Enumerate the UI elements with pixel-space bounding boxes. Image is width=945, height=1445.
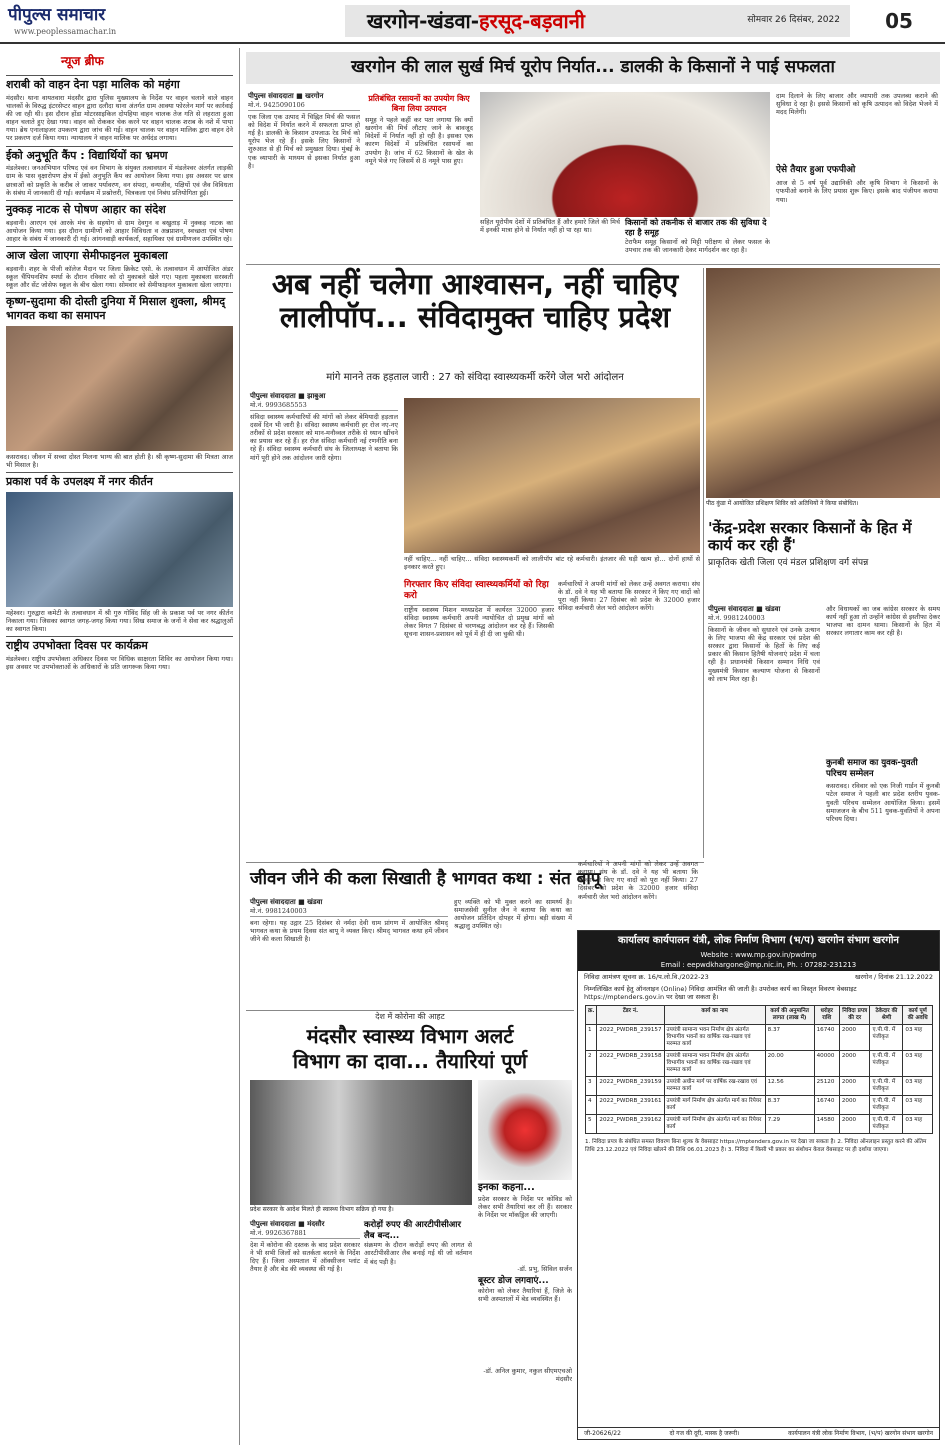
brief-title[interactable]: राष्ट्रीय उपभोक्ता दिवस पर कार्यक्रम <box>6 636 233 653</box>
table-cell: 03 माह <box>903 1051 933 1077</box>
col-header: कार्य पूर्ण की अवधि <box>903 1006 933 1025</box>
table-cell: 2000 <box>839 1115 870 1134</box>
tender-footer-code: जी-20626/22 <box>584 1429 621 1437</box>
tender-email[interactable]: Email : eepwdkhargone@mp.nic.in, Ph. : 07282-231213 <box>578 960 939 971</box>
story-bhagwat-col1 <box>250 898 448 1008</box>
table-cell: उपयंत्री अधीन मार्ग पर वार्षिक रख-रखाव एवं मरम्मत कार्य <box>664 1077 765 1096</box>
story-samvida-col2 <box>404 580 554 860</box>
tender-footer <box>578 1427 939 1440</box>
story-body: कर्मचारियों ने अपनी मांगों को लेकर उन्हें अवगत कराया। संघ के डॉ. दवे ने यह भी बताया कि सरकार ने किए गए वादों को पूरा नहीं किया। 27 दिसंबर को प्रदेश के 32000 हजार संविदा कर्मचारी जेल भरो आंदोलन करेंगे। <box>578 860 698 901</box>
story-corona-header <box>250 1024 570 1074</box>
table-cell: 16740 <box>814 1025 839 1051</box>
kisan-body: टेराफैम समूह किसानों को मिट्टी परीक्षण से लेकर फसल के उपचार तक की जानकारी देकर मार्गदर्शन कर रहा है। <box>625 238 770 255</box>
table-cell: 40000 <box>814 1051 839 1077</box>
edition-name-b: हरसूद-बड़वानी <box>479 8 585 33</box>
chili-drying-photo <box>480 92 770 217</box>
col-header: कार्य की अनुमानित लागत (लाख में) <box>765 1006 814 1025</box>
col-header: ठेकेदार की श्रेणी <box>870 1006 903 1025</box>
story-kisan-deck: प्राकृतिक खेती जिला एवं मंडल प्रशिक्षण वर्ग संपन्न <box>708 557 869 568</box>
katha-photo <box>6 326 233 451</box>
table-row <box>586 1051 933 1077</box>
story-samvida-col1 <box>250 392 398 862</box>
fpo-head: ऐसे तैयार हुआ एफपीओ <box>776 165 856 175</box>
tender-notice-no: निविदा आमंत्रण सूचना क्र. 16/प.लो.वि./2022-23 <box>584 973 709 981</box>
table-cell: ए.पी.पी. में पंजीकृत <box>870 1051 903 1077</box>
tender-title: कार्यालय कार्यपालन यंत्री, लोक निर्माण विभाग (भ/प) खरगोन संभाग खरगोन <box>578 931 939 950</box>
story-body: देश में कोरोना की दस्तक के बाद प्रदेश सरकार ने भी सभी जिलों को सतर्कता बरतने के निर्देश दिए हैं। जिला अस्पताल में ऑक्सीजन प्लांट तैयार है और बेड की व्यवस्था की गई है। <box>250 1240 360 1274</box>
table-cell: ए.पी.पी. में पंजीकृत <box>870 1077 903 1096</box>
table-cell: ए.पी.पी. में पंजीकृत <box>870 1025 903 1051</box>
brief-body: मंडलेश्वर। राष्ट्रीय उपभोक्ता अधिकार दिवस पर विधिक साक्षरता शिविर का आयोजन किया गया। इस अवसर पर उपभोक्ताओं के अधिकारों के प्रति जागरूक किया गया। <box>6 654 233 671</box>
story-chili-col3 <box>776 92 938 260</box>
story-corona-col2 <box>364 1220 472 1435</box>
byline-phone: मो.नं. 9926367881 <box>250 1229 360 1239</box>
page-number: 05 <box>885 8 913 33</box>
divider <box>703 268 704 858</box>
byline-phone: मो.नं. 9993685553 <box>250 401 398 411</box>
table-cell: 03 माह <box>903 1096 933 1115</box>
quote-body: प्रदेश सरकार के निर्देश पर कोविड को लेकर सभी तैयारियां कर ली हैं। सरकार के निर्देश पर मॉकड्रिल की जाएगी। <box>478 1194 572 1219</box>
story-corona-kicker: देश में कोरोना की आहट <box>375 1012 445 1021</box>
brief-title[interactable]: नुक्कड़ नाटक से पोषण आहार का संदेश <box>6 200 233 217</box>
tender-notice-date: खरगोन / दिनांक 21.12.2022 <box>855 973 933 981</box>
story-samvida-deck: मांगे मानने तक हड़ताल जारी : 27 को संविदा स्वास्थ्यकर्मी करेंगे जेल भरो आंदोलन <box>326 372 624 383</box>
news-brief-column <box>0 48 240 1445</box>
story-chili-col2 <box>365 92 473 237</box>
edition-date: सोमवार 26 दिसंबर, 2022 <box>747 15 840 26</box>
brief-item <box>6 636 233 671</box>
story-body: दाम दिलाने के लिए बाजार और व्यापारी तक उपलब्ध कराने की सुविधा दे रहा है। इससे किसानों को कृषि उत्पादन को विदेश भेजने में मदद मिलेगी। <box>776 92 938 117</box>
brief-body: मंदसौर। थाना वायतवारा मंदसौर द्वारा पुलिस मुख्यालय के निर्देश पर वाहन चलाने वाले वाहन चालकों के विरुद्ध इंटरसेप्टर वाहन द्वारा दलौदा थाना अंतर्गत ग्राम आक्या फोरलेन मार्ग पर कार्रवाई की जा रही थी। इस दौरान होंडा मोटरसाइकिल दोपहिया वाहन चालक तेज गति से लहराता हुआ वाहन चलाते हुए देखा गया। वाहन को रोककर चेक करने पर वाहन चालक शराब के नशे में पाया गया। ब्रेथ एनालाइजर उपकरण द्वारा जांच की गई। वाहन चालक पर वाहन मालिक द्वारा वाहन देने पर प्रकरण दर्ज किया गया। न्यायालय ने वाहन मालिक पर अर्थदंड लगाया। <box>6 93 233 143</box>
table-cell: 2000 <box>839 1077 870 1096</box>
story-chili-col1 <box>248 92 360 237</box>
table-cell: 2000 <box>839 1025 870 1051</box>
brief-title[interactable]: ईको अनुभूति कैंप : विद्यार्थियों का भ्रमण <box>6 146 233 163</box>
tender-footer-signature: कार्यपालन यंत्री लोक निर्माण विभाग, (भ/प) खरगोन संभाग खरगोन <box>788 1429 933 1437</box>
table-cell: 2022_PWDRB_239158 <box>597 1051 664 1077</box>
table-row <box>586 1025 933 1051</box>
story-body: राष्ट्रीय स्वास्थ्य मिशन मध्यप्रदेश में कार्यरत 32000 हजार संविदा स्वास्थ्य कर्मचारी अपनी न्यायोचित दो प्रमुख मांगों को लेकर विगत 7 दिसंबर से चरणबद्ध आंदोलन कर रहे हैं। जिसकी सूचना शासन-प्रशासन को पूर्व में ही दी जा चुकी थी। <box>404 605 554 638</box>
photo-caption: सहित यूरोपीय देशों में प्रतिबंधित हैं और हमारे जिले की मिर्च में इनकी मात्रा होने से निर्यात नहीं हो पा रहा था। <box>480 218 620 235</box>
brief-body: बड़वानी। आरएन एवं आरके मंच के सहयोग से ग्राम देवगुन व बखुताड़ में नुक्कड़ नाटक का आयोजन किया गया। इस दौरान ग्रामीणों को आहार विविधता व अन्नप्राशन, स्वच्छता एवं पोषण आहार के संबंध में जानकारी दी गई। आंगनवाड़ी कार्यकर्ता, सहायिका एवं ग्रामीणजन उपस्थित रहे। <box>6 218 233 243</box>
photo-caption: कसरावद। जीवन में सच्चा दोस्त मिलना भाग्य की बात होती है। श्री कृष्ण-सुदामा की मित्रता आज भी मिसाल है। <box>6 452 233 469</box>
brief-item <box>6 200 233 243</box>
table-cell: उपयंत्री सामान्य भवन निर्माण क्षेत्र अंतर्गत विभागीय भवनों का वार्षिक रख-रखाव एवं मरम्मत कार्य <box>664 1051 765 1077</box>
story-body: कसरावद। रविवार को एक निजी गार्डन में कुनबी पटेल समाज ने पहली बार प्रदेश स्तरीय युवक-युवती परिचय सम्मेलन आयोजित किया। इसमें समाजजन के बीच 511 युवक-युवतियों ने अपना परिचय दिया। <box>826 782 940 823</box>
virus-photo <box>478 1080 572 1180</box>
brief-title[interactable]: कृष्ण-सुदामा की दोस्ती दुनिया में मिसाल शुक्ला, श्रीमद् भागवत कथा का समापन <box>6 292 233 323</box>
table-cell: 2022_PWDRB_239162 <box>597 1115 664 1134</box>
table-cell: उपयंत्री मार्ग निर्माण क्षेत्र अंतर्गत मार्ग का रिपेयर कार्य <box>664 1096 765 1115</box>
brief-title[interactable]: प्रकाश पर्व के उपलक्ष्य में नगर कीर्तन <box>6 472 233 489</box>
tender-notice <box>577 930 940 1440</box>
site-url[interactable]: www.peoplessamachar.in <box>14 26 117 36</box>
table-cell: 03 माह <box>903 1025 933 1051</box>
divider <box>246 1010 574 1011</box>
quote-body: कोरोना को लेकर तैयारियां हैं, जिले के सभी अस्पतालों में बेड व्यवस्थित हैं। <box>478 1286 572 1303</box>
brief-body: महेश्वर। गुरुद्वारा कमेटी के तत्वावधान में श्री गुरु गोविंद सिंह जी के प्रकाश पर्व पर नगर कीर्तन निकाला गया। जिसका स्वागत जगह-जगह किया गया। सिख समाज के जनों ने सेवा कर श्रद्धालुओं का स्वागत किया। <box>6 608 233 633</box>
table-cell: उपयंत्री सामान्य भवन निर्माण क्षेत्र अंतर्गत विभागीय भवनों का वार्षिक रख-रखाव एवं मरम्मत कार्य <box>664 1025 765 1051</box>
quote-by: -डॉ. प्रभु, सिविल सर्जन <box>517 1264 572 1273</box>
table-row <box>586 1077 933 1096</box>
story-corona-title-2[interactable]: विभाग का दावा... तैयारियां पूर्ण <box>292 1049 528 1073</box>
story-samvida-title-2[interactable]: लालीपॉप... संविदामुक्त चाहिए प्रदेश <box>279 300 671 335</box>
story-chili-banner <box>246 52 940 84</box>
story-body: एक जिला एक उत्पाद में चिह्नित मिर्च की फसल को विदेश में निर्यात करने में सफलता प्राप्त हो गई है। डालकी के किसान उपजाऊ रेड मिर्च को यूरोप भेज रहे हैं। इसके लिए किसानों ने शुरुआत से ही मिर्च को प्रमुखता दिया। मुंबई के एक व्यापारी के माध्यम से इसका निर्यात हुआ है। <box>248 112 360 170</box>
kunbi-head[interactable]: कुनबी समाज का युवक-युवती परिचय सम्मेलन <box>826 758 918 779</box>
story-subhead: प्रतिबंधित रसायनों का उपयोग किए बिना लिया उत्पादन <box>368 94 470 113</box>
brief-item <box>6 472 233 633</box>
table-cell: 20.00 <box>765 1051 814 1077</box>
table-cell: 2022_PWDRB_239161 <box>597 1096 664 1115</box>
table-cell: ए.पी.पी. में पंजीकृत <box>870 1096 903 1115</box>
kisan-box <box>625 218 770 258</box>
table-cell: 7.29 <box>765 1115 814 1134</box>
byline: पीपुल्स संवाददाता ■ खरगोन <box>248 92 324 100</box>
byline: पीपुल्स संवाददाता ■ मंदसौर <box>250 1220 325 1228</box>
brief-title[interactable]: शराबी को वाहन देना पड़ा मालिक को महंगा <box>6 75 233 92</box>
story-bhagwat-title[interactable]: जीवन जीने की कला सिखाती है भागवत कथा : संत बापू <box>250 869 601 890</box>
byline-phone: मो.नं. 9425090106 <box>248 101 360 111</box>
news-brief-heading: न्यूज ब्रीफ <box>61 54 104 68</box>
brief-item <box>6 146 233 197</box>
byline: पीपुल्स संवाददाता ■ खंडवा <box>250 898 323 906</box>
story-body: कर्मचारियों ने अपनी मांगों को लेकर उन्हें अवगत कराया। संघ के डॉ. दवे ने यह भी बताया कि सरकार ने किए गए वादों को पूरा नहीं किया। 27 दिसंबर को प्रदेश के 32000 हजार संविदा कर्मचारी जेल भरो आंदोलन करेंगे। <box>558 580 700 613</box>
story-body: समूह ने पहले कहीं कर पता लगाया कि क्यों खरगोन की मिर्च लौटाए जाने के बावजूद विदेशों में निर्यात नहीं हो रही है। इसका एक कारण विदेशों में प्रतिबंधित रसायनों का उपयोग है। जांच में 62 किसानों के खेत के नमूने भेजे गए जिसमें से 8 नमूने पास हुए। <box>365 116 473 165</box>
inka-head: इनका कहना... <box>478 1182 535 1193</box>
table-cell: 14580 <box>814 1115 839 1134</box>
table-cell: 2000 <box>839 1096 870 1115</box>
table-cell: 8.37 <box>765 1025 814 1051</box>
photo-caption: पीठ कुंडा में आयोजित प्रशिक्षण शिविर को अतिथियों ने किया संबोधित। <box>706 500 859 507</box>
tender-footer-slogan: दो गज की दूरी, मास्क है जरूरी। <box>669 1429 740 1437</box>
inka-kahna-box <box>478 1182 572 1383</box>
table-cell: 16740 <box>814 1096 839 1115</box>
table-cell: 4 <box>586 1096 597 1115</box>
brief-item <box>6 292 233 469</box>
col-header: क्र. <box>586 1006 597 1025</box>
story-body: संविदा स्वास्थ्य कर्मचारियों की मांगों को लेकर बेमियादी हड़ताल दसवें दिन भी जारी है। संविदा स्वास्थ्य कर्मचारी हर रोज नए-नए तरीकों से प्रदेश सरकार को मान-मनौव्वल तरीके से ध्यान खींचने का प्रयास कर रहे हैं। हर रोज संविदा कर्मचारी नई रणनीति बना रहे हैं। संविदा स्वास्थ्य कर्मचारी संघ के जिलाध्यक्ष ने बताया कि मांगें पूरी होने तक आंदोलन जारी रहेगा। <box>250 412 398 462</box>
divider <box>246 264 940 265</box>
byline-phone: मो.नं. 9981240003 <box>708 614 820 624</box>
tender-notes: 1. निविदा प्रपत्र के संबंधित समस्त विवरण बिना शुल्क के वेबसाइट https://mptenders.gov.in पर देखा जा सकता है। 2. निविदा ऑनलाइन प्रस्तुत करने की अंतिम तिथि 23.12.2022 एवं निविदा खोलने की तिथि 06.01.2023 है। 3. निविदा में किसी भी प्रकार का संशोधन केवल वेबसाइट पर ही दर्शाया जाएगा। <box>585 1139 927 1153</box>
story-body: संक्रमण के दौरान करोड़ों रुपए की लागत से आरटीपीसीआर लैब बनाई गई थी जो वर्तमान में बंद पड़ी है। <box>364 1241 472 1266</box>
table-cell: उपयंत्री मार्ग निर्माण क्षेत्र अंतर्गत मार्ग का रिपेयर कार्य <box>664 1115 765 1134</box>
story-corona-title-1[interactable]: मंदसौर स्वास्थ्य विभाग अलर्ट <box>306 1024 514 1048</box>
byline-phone: मो.नं. 9981240003 <box>250 907 448 917</box>
masthead <box>0 0 945 44</box>
brief-body: बड़वानी। शहर के पीजी कॉलेज मैदान पर जिला क्रिकेट एसो. के तत्वावधान में आयोजित अंडर स्कूल चैंपियनशिप स्पर्धा के दौरान रविवार को दो मुकाबले खेले गए। पहला मुकाबला सरस्वती स्कूल और सेंट जोसेफ स्कूल के बीच खेला गया। सोमवार को सेमीफाइनल मुकाबला खेला जाएगा। <box>6 264 233 289</box>
photo-caption: प्रदेश सरकार के आदेश मिलते ही स्वास्थ्य विभाग सक्रिय हो गया है। <box>250 1206 394 1213</box>
story-chili-title[interactable]: खरगोन की लाल सुर्ख मिर्च यूरोप निर्यात... डालकी के किसानों ने पाई सफलता <box>351 57 835 78</box>
table-cell: 2000 <box>839 1051 870 1077</box>
brief-item <box>6 75 233 143</box>
table-cell: 2022_PWDRB_239157 <box>597 1025 664 1051</box>
table-cell: ए.पी.पी. में पंजीकृत <box>870 1115 903 1134</box>
table-cell: 8.37 <box>765 1096 814 1115</box>
kisan-head: किसानों को तकनीक से बाजार तक की सुविधा दे रहा है समूह <box>625 218 767 237</box>
crore-head: करोड़ों रुपए की आरटीपीसीआर लैब बन्द... <box>364 1220 461 1241</box>
table-cell: 2022_PWDRB_239159 <box>597 1077 664 1096</box>
story-body: हुए व्यक्ति को भी मुक्त करने का सामर्थ्य है। समाजसेवी सुनील जैन ने बताया कि कथा का आयोजन प्रतिदिन दोपहर में होगा। बड़ी संख्या में श्रद्धालु उपस्थित रहे। <box>454 898 572 931</box>
nagar-kirtan-photo <box>6 492 233 607</box>
table-cell: 12.56 <box>765 1077 814 1096</box>
table-cell: 5 <box>586 1115 597 1134</box>
story-body: किसानों के जीवन को सुधारने एवं उनके उत्थान के लिए भाजपा की केंद्र सरकार एवं प्रदेश की सरकार द्वारा किसानों के हितों के लिए कई प्रकार की किसान हितैषी योजनाएं प्रदेश में चला रही है। प्रधानमंत्री किसान सम्मान निधि एवं मुख्यमंत्री किसान कल्याण योजना से किसानों को लाभ मिल रहा है। <box>708 625 820 683</box>
table-cell: 03 माह <box>903 1115 933 1134</box>
edition-banner <box>345 5 850 37</box>
tender-intro: निम्नलिखित कार्य हेतु ऑनलाइन (Online) निविदा आमंत्रित की जाती है। उपरोक्त कार्य का विस्तृत विवरण वेबसाइट https://mptenders.gov.in पर देखा जा सकता है। <box>584 985 857 1002</box>
tender-ref <box>578 971 939 983</box>
tender-table <box>585 1005 933 1134</box>
story-samvida-header <box>250 268 700 368</box>
story-corona-col1 <box>250 1220 360 1435</box>
story-kisan-title[interactable]: 'केंद्र-प्रदेश सरकार किसानों के हित में कार्य कर रही हैं' <box>708 519 912 555</box>
col-header: टेंडर नं. <box>597 1006 664 1025</box>
brief-item <box>6 246 233 289</box>
col-header: धरोहर राशि <box>814 1006 839 1025</box>
table-cell: 3 <box>586 1077 597 1096</box>
edition-name-a: खरगोन-खंडवा- <box>367 8 480 33</box>
byline: पीपुल्स संवाददाता ■ खंडवा <box>708 605 781 613</box>
table-row <box>586 1115 933 1134</box>
quote-by: -डॉ. अनिल कुमार, नकुल सीएमएचओ मंदसौर <box>483 1366 572 1383</box>
photo-caption: नहीं चाहिए... नहीं चाहिए... संविदा स्वास्थ्यकर्मी को लालीपॉप बांट रहे कर्मचारी। इंतजार की घड़ी खत्म हो... दोनों हाथों से इनकार करते हुए। <box>404 555 700 572</box>
logo-text: पीपुल्स समाचार <box>8 5 106 26</box>
byline: पीपुल्स संवाददाता ■ झाबुआ <box>250 392 326 400</box>
story-body: और विधायकों का जब कांग्रेस सरकार के समय कार्य नहीं हुआ तो उन्होंने कांग्रेस से इस्तीफा देकर भाजपा का दामन थामा। किसानों के हित में सरकार लगातार काम कर रही है। <box>826 605 940 638</box>
col-header: कार्य का नाम <box>664 1006 765 1025</box>
table-cell: 25120 <box>814 1077 839 1096</box>
newspaper-logo[interactable] <box>0 5 200 36</box>
story-kisan-col2 <box>826 605 940 925</box>
table-cell: 2 <box>586 1051 597 1077</box>
story-body: आज से 5 वर्ष पूर्व उद्यानिकी और कृषि विभाग ने किसानों के एफपीओ बनाने के लिए प्रयास शुरू किए। इसके बाद पंजीयन कराया गया। <box>776 179 938 204</box>
training-photo <box>706 268 940 498</box>
table-row <box>586 1096 933 1115</box>
story-kisan-header <box>708 520 940 569</box>
table-cell: 03 माह <box>903 1077 933 1096</box>
tender-website[interactable]: Website : www.mp.gov.in/pwdmp <box>578 950 939 961</box>
story-body: बना रहेगा। यह उद्गार 25 दिसंबर से नर्मदा देवी धाम प्रांगण में आयोजित श्रीमद् भागवत कथा के प्रथम दिवस संत बापू ने व्यक्त किए। श्रीमद् भागवत कथा हमें जीवन जीने की कला सिखाती है। <box>250 918 448 944</box>
table-cell: 1 <box>586 1025 597 1051</box>
hospital-photo <box>250 1080 472 1205</box>
sub-head: गिरफ्तार किए संविदा स्वास्थ्यकर्मियों को रिहा करो <box>404 580 554 606</box>
protest-photo <box>404 398 700 553</box>
story-samvida-title-1[interactable]: अब नहीं चलेगा आश्वासन, नहीं चाहिए <box>271 267 679 301</box>
brief-title[interactable]: आज खेला जाएगा सेमीफाइनल मुकाबला <box>6 246 233 263</box>
brief-body: मंडलेश्वर। जनअभियान परिषद एवं वन विभाग के संयुक्त तत्वावधान में मंडलेश्वर अंतर्गत लाड़की ग्राम के पास वृक्षारोपण क्षेत्र में ईको अनुभूति कैंप का आयोजन किया गया। इस अवसर पर छात्र छात्राओं को प्रकृति के करीब ले जाकर पर्यावरण, वन संपदा, वन्यजीव, पक्षियों एवं जैव विविधता के संबंध में जानकारी दी गई। कार्यक्रम में प्रश्नोत्तरी, चित्रकला एवं निबंध प्रतियोगिता हुई। <box>6 164 233 197</box>
booster-head: बूस्टर डोज लगवाएं... <box>478 1275 549 1286</box>
story-kisan-col1 <box>708 605 820 860</box>
col-header: निविदा प्रपत्र की दर <box>839 1006 870 1025</box>
tender-header-row <box>586 1006 933 1025</box>
